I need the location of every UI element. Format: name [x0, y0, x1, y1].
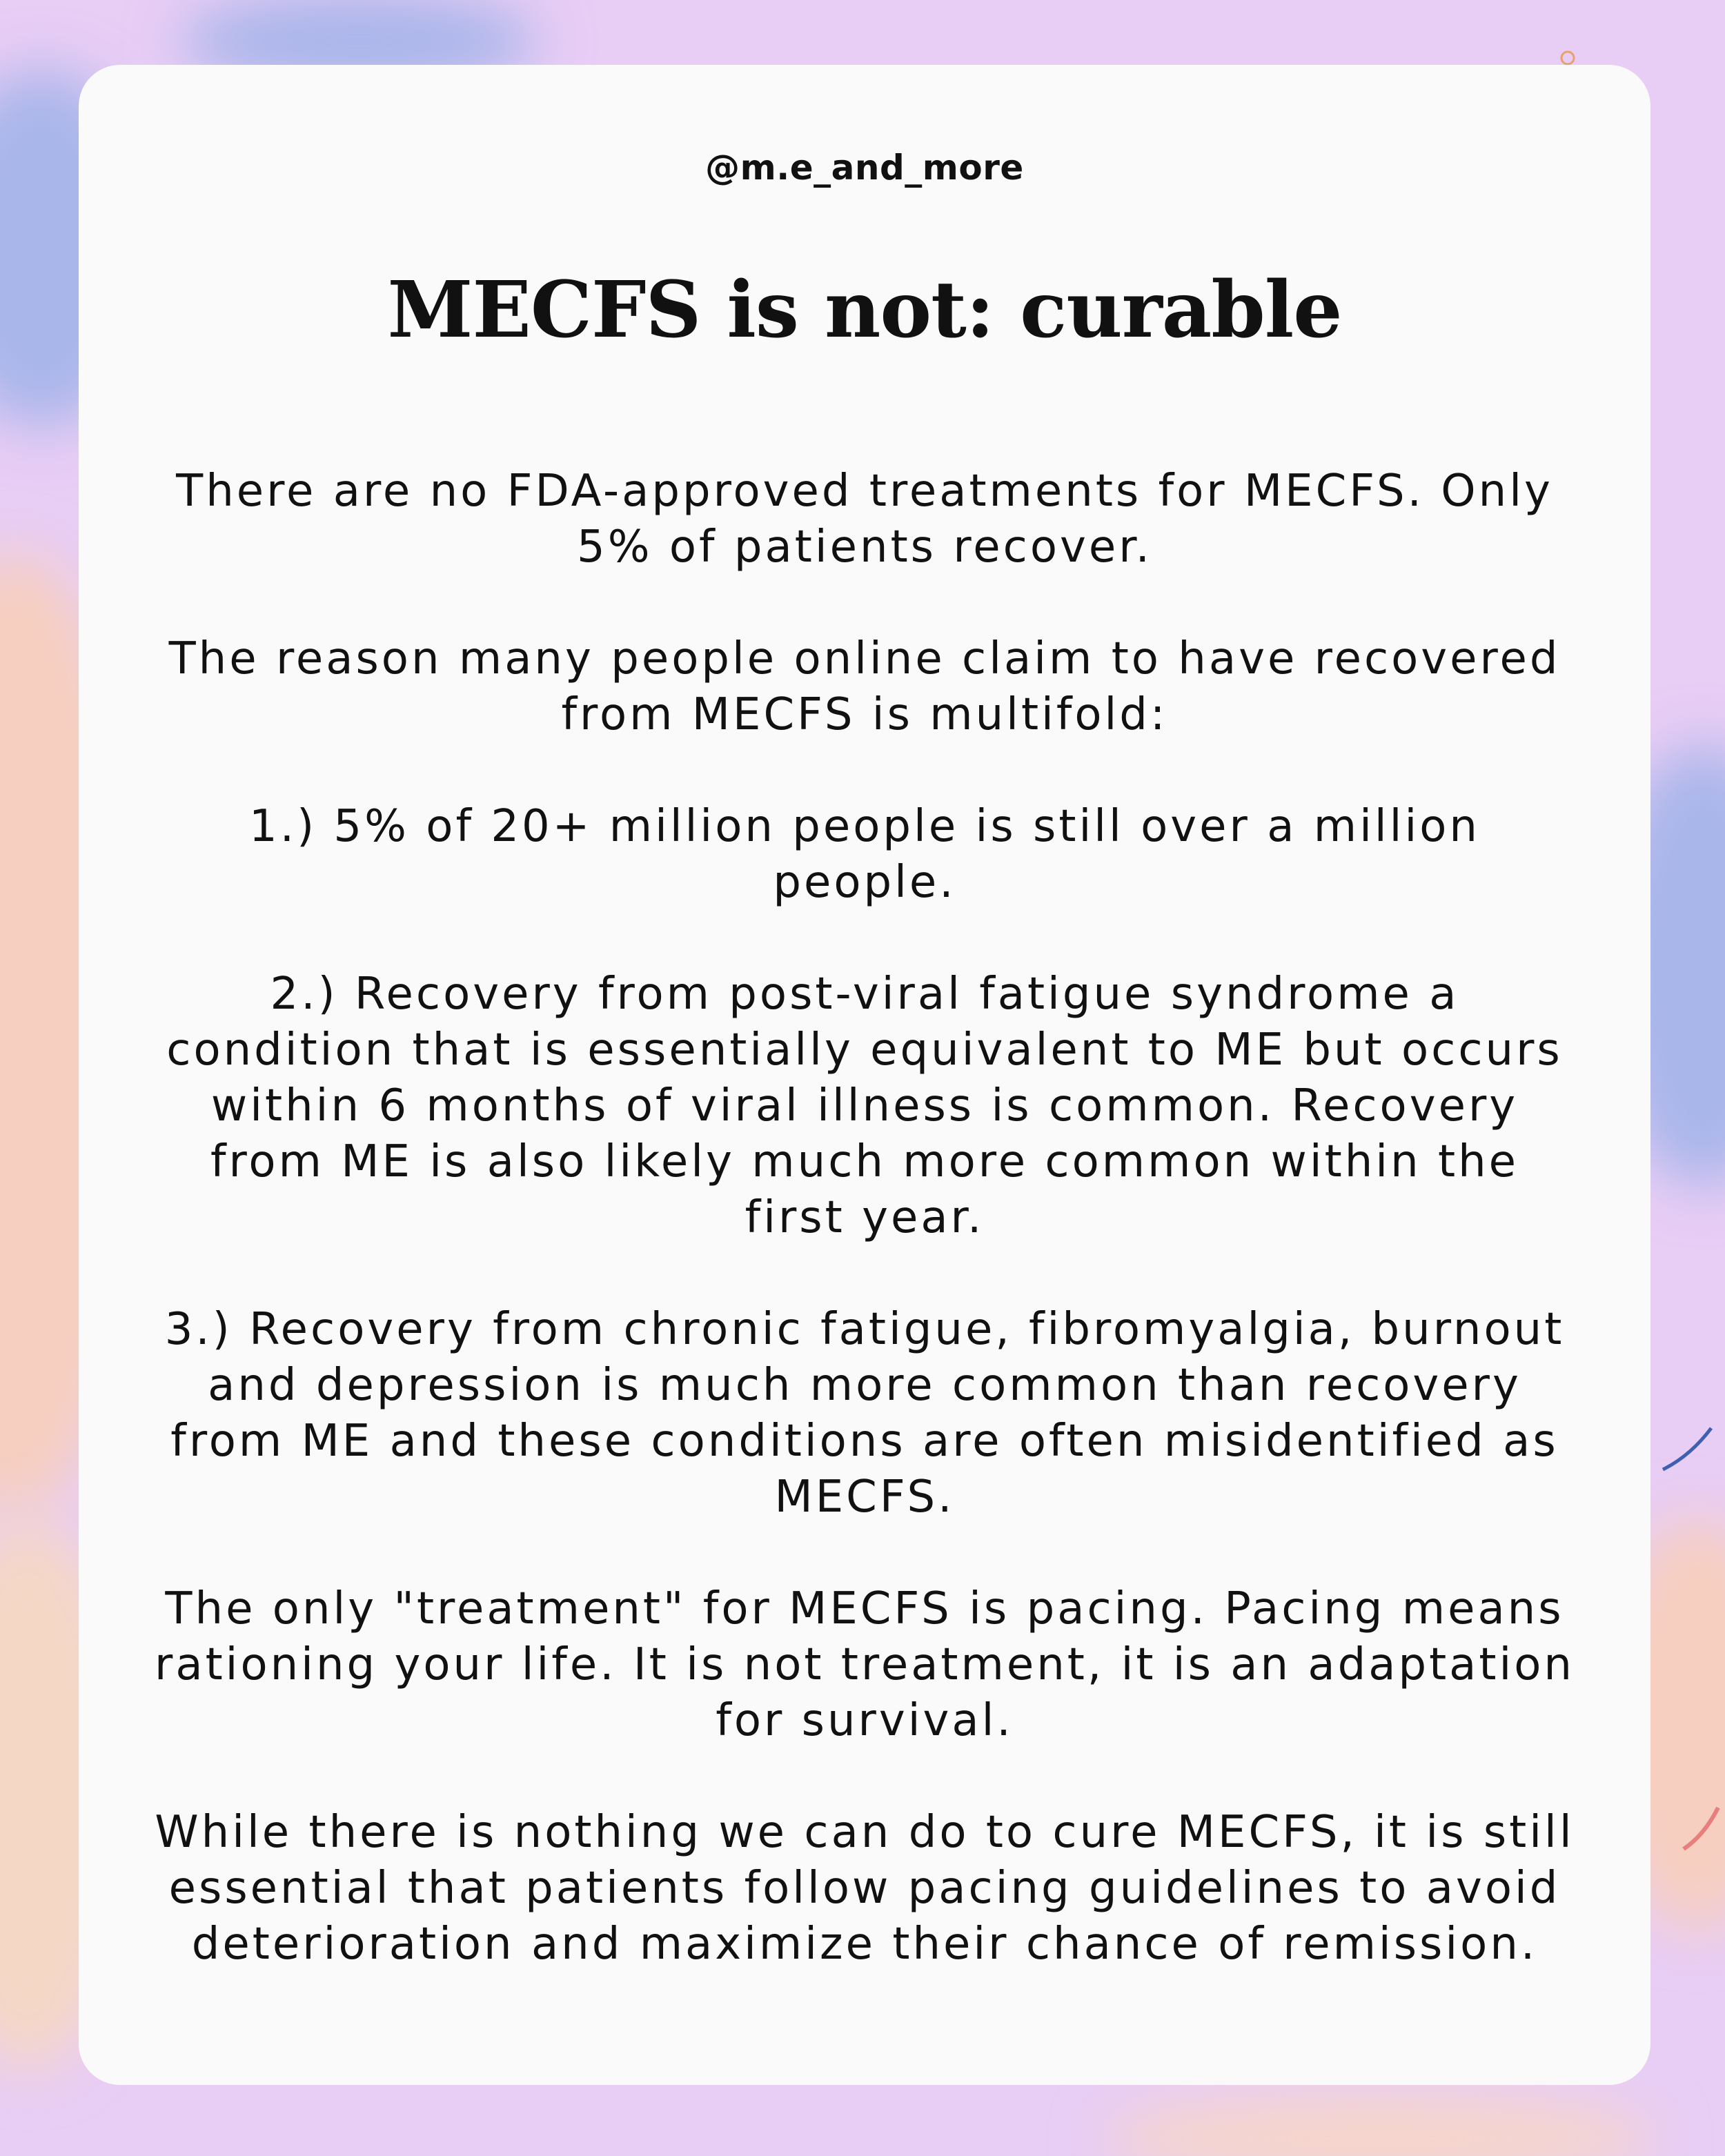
paragraph-intro: There are no FDA-approved treatments for MECFS. Only 5% of patients recover.	[176, 466, 1553, 573]
content-card	[79, 65, 1650, 2085]
paragraph-pacing: The only "treatment" for MECFS is pacing. Pacing means rationing your life. It is not treatment, it is an adaptation for survival.	[155, 1583, 1575, 1746]
page-title: MECFS is not: curable	[387, 265, 1342, 355]
account-handle: @m.e_and_more	[705, 148, 1024, 188]
body-text	[155, 464, 1575, 1972]
paragraph-point-1: 1.) 5% of 20+ million people is still over a million people.	[249, 801, 1480, 908]
paragraph-point-3: 3.) Recovery from chronic fatigue, fibromyalgia, burnout and depression is much more common than recovery from ME and these conditions are often misidentified as MECFS.	[164, 1304, 1565, 1523]
paragraph-point-2: 2.) Recovery from post-viral fatigue syndrome a condition that is essentially equivalent to ME but occurs within 6 months of viral illness is common. Recovery from ME is also likely much more common within the first year.	[166, 969, 1563, 1243]
paragraph-reason: The reason many people online claim to have recovered from MECFS is multifold:	[168, 633, 1561, 740]
paragraph-conclusion: While there is nothing we can do to cure MECFS, it is still essential that patients follow pacing guidelines to avoid deterioration and maximize their chance of remission.	[155, 1807, 1575, 1970]
